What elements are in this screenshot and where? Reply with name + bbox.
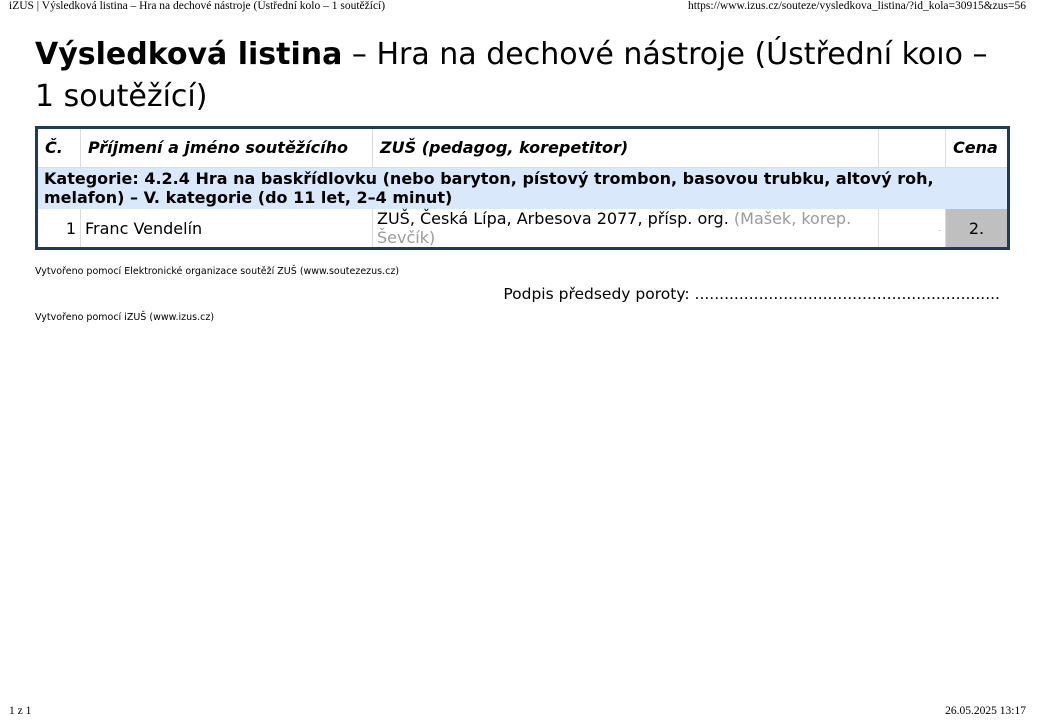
- category-label: Kategorie: 4.2.4 Hra na baskřídlovku (nebo baryton, pístový trombon, basovou trubku, altový roh, melafon) – V. kategorie (do 11 let, 2–4 minut): [37, 168, 1009, 209]
- jury-signature-line: Podpis předsedy poroty: ..............................................................: [503, 285, 1000, 303]
- competitor-name: Franc Vendelín: [81, 209, 373, 249]
- competitor-school: ZUŠ, Česká Lípa, Arbesova 2077, přísp. org.: [377, 209, 729, 228]
- competitor-teacher: (Mašek, korep. Ševčík): [377, 209, 852, 247]
- created-by-izus-note: Vytvořeno pomocí iZUŠ (www.izus.cz): [35, 312, 215, 323]
- page-title: [35, 34, 1000, 118]
- competitor-prize: 2.: [946, 209, 1009, 249]
- print-datetime: 26.05.2025 13:17: [945, 705, 1026, 717]
- column-header-prize: Cena: [946, 128, 1009, 168]
- print-footer: [0, 705, 1040, 719]
- print-header-url[interactable]: https://www.izus.cz/souteze/vysledkova_listina/?id_kola=30915&zus=56: [687, 0, 1026, 12]
- created-by-ezs-note: Vytvořeno pomocí Elektronické organizace soutěží ZUŠ (www.soutezezus.cz): [35, 266, 400, 277]
- print-header-title: iZUS | Výsledková listina – Hra na dechové nástroje (Ústřední kolo – 1 soutěžící): [9, 0, 386, 12]
- column-header-number: Č.: [37, 128, 81, 168]
- column-header-extra: [879, 128, 946, 168]
- results-table: [35, 126, 1010, 250]
- page-title-subtitle: – Hra na dechové nástroje (Ústřední koıo – 1 soutěžící): [35, 37, 988, 114]
- competitor-school-cell: [373, 209, 879, 249]
- page-title-main: Výsledková listina: [35, 37, 343, 72]
- page-counter: 1 z 1: [9, 705, 32, 717]
- category-row: [37, 168, 1009, 209]
- column-header-name: Příjmení a jméno soutěžícího: [81, 128, 373, 168]
- document-content: [35, 34, 1000, 324]
- table-row: [37, 209, 1009, 249]
- print-header: [0, 0, 1040, 14]
- competitor-extra: .: [879, 209, 946, 249]
- competitor-number: 1: [37, 209, 81, 249]
- column-header-school: ZUŠ (pedagog, korepetitor): [373, 128, 879, 168]
- table-header-row: [37, 128, 1009, 168]
